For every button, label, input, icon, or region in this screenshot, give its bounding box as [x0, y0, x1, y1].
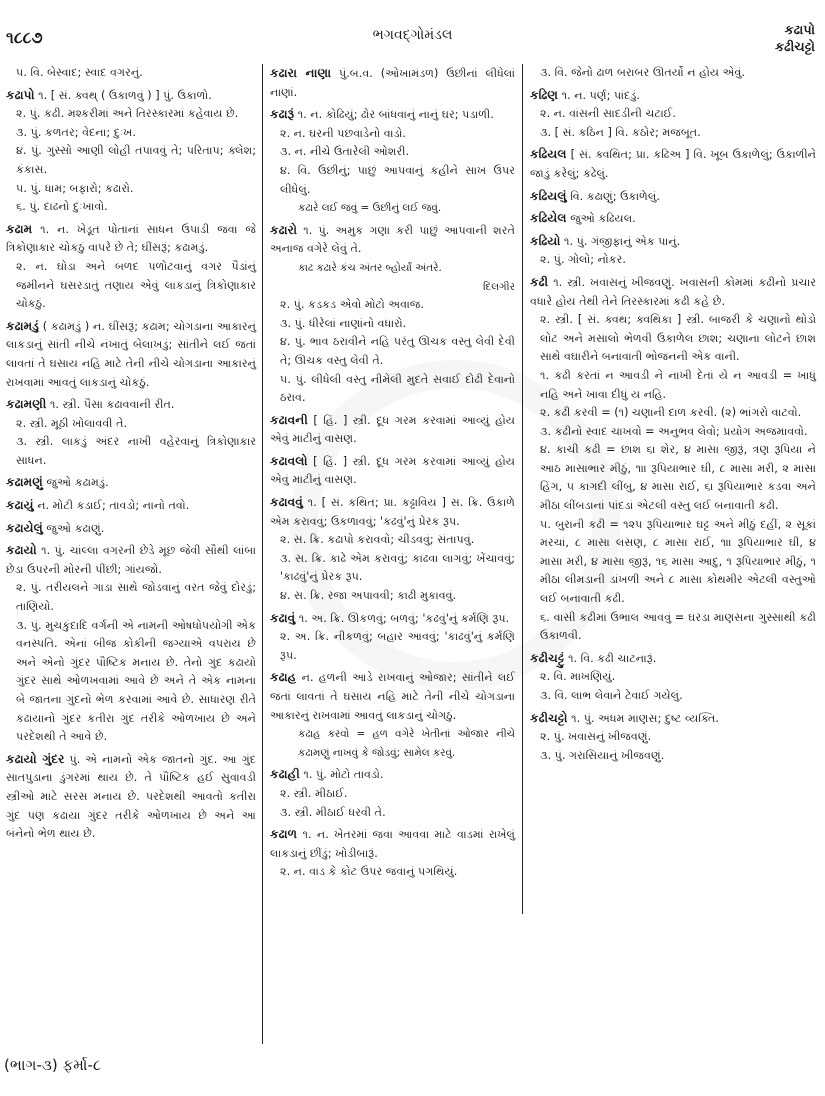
definition: વિ. કઢાણું; ઉકાળેલું.	[570, 189, 660, 203]
usage-example: કઢાહ કરવો = હળ વગેરે ખેતીનાં ઓજાર નીચે કઢામણું નાખવું કે જોડવું; સામેલ કરવું.	[298, 728, 515, 759]
dictionary-entry	[530, 86, 816, 143]
definition: ૧. ન. કોઢિયું; ઢોર બાંધવાનું નાનું ઘર; પડાળી.	[297, 108, 494, 122]
guide-words	[775, 22, 815, 56]
idiom: ૪. કાચી કઢી = છાશ ૬ા શેર, ૪ માસા જીરૂં, ત્રણ રૂપિયા ને આઠ માસાભાર મીઠું, ૧ાા રૂપિયાભાર ઘી, ૮ માસા મરી, ૨ માસા હિંગ, ૫ કાગદી લીંબુ, ૪ માસા રાઈ, ૬ા રૂપિયાભાર કડવા અને મીઠા લીંબડાનાં પાંદડાં એટલી વસ્તુ લઈ બનાવાતી કઢી.	[540, 443, 816, 513]
definition: [ સં. ક્વથિત; પ્રા. કઢિઅ ] વિ. ખૂબ ઉકાળેલું; ઉકાળીને જાડું કરેલું; કઢેલું.	[530, 148, 816, 180]
definition: ( કઢામડું ) ન. ઘીંસરૂં; કઢામ; ચોગડાના આકારનું લાકડાનું સાંતી નીચે નંખાતું બેલાખડું; સાંતીને લઈ જતાં લાવતાં તે ઘસાય નહિ માટે તેની નીચે ચોગડાના આકારનું રાખવામાં આવતું લાકડાનું ચોકઠું.	[6, 319, 256, 389]
sense: ૨. પું. કઢી. મશ્કરીમાં અને તિરસ્કારમાં કહેવાય છે.	[16, 107, 239, 121]
headword: કઢિયલું	[530, 188, 567, 203]
dictionary-entry	[6, 86, 256, 217]
sense: ૨. પું. કડકડ એવો મોટો અવાજ.	[280, 298, 425, 312]
sense: ૨. વિ. માખણિયું.	[540, 670, 616, 684]
headword: કઢિણ	[530, 87, 559, 102]
dictionary-entry	[530, 709, 816, 766]
definition: ૧. ન. ખેડૂત પોતાનાં સાધન ઉપાડી જવા જે ત્રિકોણાકાર ચોકઠું વાપરે છે તે; ઘીંસરૂં; કઢામડું.	[6, 222, 256, 255]
page-number: ૧૮૮૭	[6, 28, 43, 47]
idiom: ૩. કઢીનો સ્વાદ ચાખવો = અનુભવ લેવો; પ્રયોગ અજમાવવો.	[540, 424, 808, 438]
dictionary-entry	[6, 750, 256, 844]
dictionary-entry	[530, 145, 816, 183]
headword: કઢાહી	[270, 767, 300, 782]
definition: ૧. પું. ગંજીફાનું એક પાનું.	[564, 234, 681, 248]
dictionary-entry	[270, 221, 515, 408]
headword: કઢાવું	[270, 610, 296, 625]
column-3	[530, 64, 816, 768]
sense: ૩. ન. નીચે ઉતારેલી ઓશરી.	[280, 145, 410, 159]
sense: ૩. પું. મુચકુંદાદિ વર્ગની એ નામની ઓષધોપયોગી એક વનસ્પતિ. એનાં બીજ કોકીની જગ્યાએ વપરાય છે અને એનો ગુંદર પૌષ્ટિક મનાય છે. તેનો ગુંદ કઢાયો ગુંદર સાથે ઓળખવામાં આવે છે અને તે એક નામના બે જાતના ગુંદનો ભેળ કરવામાં આવે છે. સાધારણ રીતે કઢાયાનો ગુંદર કતીરા ગુંદ તરીકે ઓળખાય છે અને પરદેશથી તે આવે છે.	[16, 618, 256, 744]
dictionary-entry	[530, 209, 816, 229]
sense: ૪. સ. ક્રિ. રજા અપાવવી; કાઢી મુકાવવું.	[280, 589, 457, 603]
headword: કઢિયેલ	[530, 211, 567, 226]
dictionary-entry	[270, 825, 515, 882]
headword: કઢામણી	[6, 397, 47, 412]
quotation: કાઢ કઢારે કંચ અંતર બ્હોર્યાં અંતરે.	[298, 261, 442, 274]
idiom: ૫. બુરાની કઢી = ૧૨૫ રૂપિયાભાર ઘટ્ટ અને મીઠું દહીં, ૨ સૂકાં મરચાં, ૮ માસા લસણ, ૮ માસા રાઈ, ૧ાા રૂપિયાભાર ઘી, ૪ માસા મરી, ૪ માસા જીરૂં, ૧૬ માસા આદુ, ૧ રૂપિયાભાર મીઠું, ૧ મીઠા લીમડાની ડાંખળી અને ૮ માસા કોથમીર એટલી વસ્તુઓ લઈ બનાવાતી કઢી.	[540, 517, 816, 606]
sense: ૨. ન. ઘરની પછવાડેનો વાડો.	[280, 126, 406, 140]
usage-example: કઢારે લઈ જવું = ઉછીનું લઈ જવું.	[298, 202, 442, 215]
dictionary-entry	[6, 519, 256, 539]
dictionary-entry	[6, 395, 256, 470]
definition: ૧. પું. અધમ માણસ; દુષ્ટ વ્યક્તિ.	[571, 711, 719, 725]
definition: ૧. સ્ત્રી. ખવાસનું ખીજવણું. ખવાસની કોમમાં કઢીનો પ્રચાર વધારે હોય તેથી તેને તિરસ્કારમાં કઢી કહે છે.	[530, 275, 816, 308]
sense: ૬. પું. દાઢનો દુઃખાવો.	[16, 200, 108, 214]
headword: કઢાવની	[270, 412, 308, 427]
definition: જુઓ કઢિયલ.	[570, 212, 636, 226]
headword: કઢાવવું	[270, 495, 303, 510]
signature-mark: (ભાગ-૩) ફર્મા-૮	[4, 1056, 102, 1074]
headword: કઢીચટ્ટો	[530, 710, 568, 725]
sense: ૩. પું. કળતર; વેદના; દુઃખ.	[16, 125, 136, 139]
sense: ૩. વિ. લાભ લેવાને ટેવાઈ ગયેલું.	[540, 689, 683, 702]
dictionary-entry	[6, 220, 256, 314]
definition: ૧. પું. મોટો તાવડો.	[303, 768, 384, 782]
definition: ૧. અ. ક્રિ. ઊકળવું; બળવું; 'કઢવું'નું કર્મણિ રૂપ.	[298, 611, 510, 625]
headword: કઢાહ	[270, 670, 297, 685]
definition: [ હિં. ] સ્ત્રી. દૂધ ગરમ કરવામાં આવ્યું હોય એવું માટીનું વાસણ.	[270, 454, 515, 487]
idiom: ૬. વાસી કઢીમાં ઉભાલ આવવું = ઘરડા માણસના ગુસ્સાથી કઢી ઉકાળવી.	[540, 610, 816, 643]
definition: ૧. સ્ત્રી. પૈસા કઢાવવાની રીત.	[49, 398, 175, 412]
sense: ૩. પું. ધીરેલાં નાણાંનો વધારો.	[280, 316, 407, 330]
definition: ૧. વિ. કઢી ચાટનારૂં.	[568, 651, 657, 665]
column-2	[270, 64, 515, 885]
sense: ૩. [ સં. કઠિન ] વિ. કઠોર; મજબૂત.	[540, 125, 701, 139]
headword: કઢાપો	[6, 87, 35, 102]
headword: કઢિયો	[530, 233, 561, 248]
headword: કઢારા નાણા	[270, 66, 332, 80]
sense: ૨. સ્ત્રી. [ સં. ક્વથ; ક્વથિકા ] સ્ત્રી. બાજરી કે ચણાનો થોડો લોટ અને મસાલો ભેળવી ઉકાળેલ છાશ; ચણાના લોટને છાશ સાથે વઘારીને બનાવાતી ભોજનની એક વાની.	[540, 313, 816, 364]
sense: ૪. પું. ગુસ્સો આણી લોહી તપાવવું તે; પરિતાપ; ક્લેશ; કંકાસ.	[16, 144, 256, 176]
definition: ૧. પું. અમુક ગણા કરી પાછું આપવાની શરતે અનાજ વગેરે લેવું તે.	[270, 223, 516, 256]
sense: ૫. વિ. બેસ્વાદ; સ્વાદ વગરનું.	[16, 66, 143, 79]
sense: ૨. સ્ત્રી. મૂઠી ખોલાવવી તે.	[16, 416, 128, 430]
definition: ૧. ન. ખેતરમાં જવા આવવા માટે વાડમાં રાખેલું લાકડાનું છીંડું; ખોડીબારૂં.	[270, 828, 515, 860]
dictionary-entry	[270, 411, 515, 449]
headword: કઢાયો	[6, 543, 37, 558]
guide-word-first: કઢાપો	[784, 23, 815, 38]
sense: ૨. અ. ક્રિ. નીકળવું; બહાર આવવું; 'કાઢવું'નું કર્મણિ રૂપ.	[280, 630, 515, 662]
page-header	[0, 0, 825, 62]
headword: કઢાયો ગુંદર	[6, 751, 65, 766]
definition: ૧. ન. પર્ણ; પાંદડું.	[561, 88, 640, 102]
definition: ૧. [ સં. કથિત; પ્રા. કઢ્ઢાવિય ] સ. ક્રિ. ઉકાળે એમ કરાવવું; ઉકળાવવું; 'કઢવું'નું પ્રેરક રૂપ.	[270, 496, 515, 528]
sense: ૨. સ. ક્રિ. કઢાપો કરાવવો; ચીડવવું; સંતાપવું.	[280, 533, 475, 547]
headword: કઢામણું	[6, 475, 43, 490]
dictionary-entry	[270, 493, 515, 606]
dictionary-entry	[6, 473, 256, 493]
headword: કઢાયું	[6, 498, 34, 513]
column-1	[6, 64, 256, 847]
dictionary-entry	[530, 232, 816, 270]
book-title: ભગવદ્ગોમંડલ	[372, 27, 453, 43]
headword: કઢાળ	[270, 827, 298, 842]
sense: ૩. સ. ક્રિ. કાઢે એમ કરાવવું; કાઢવા લાગવું; ખેંચાવવું; 'કાઢવું'નું પ્રેરક રૂપ.	[280, 551, 515, 584]
headword: કઢીચટ્ટું	[530, 650, 565, 665]
dictionary-columns	[0, 64, 825, 1054]
dictionary-entry	[270, 105, 515, 218]
sense: ૪. પું. ભાવ ઠરાવીને નહિ પરંતુ ઊચક વસ્તુ લેવી દેવી તે; ઊચક વસ્તુ લેવી તે.	[280, 335, 515, 367]
sense: ૨. ન. વાડ કે કોટ ઉપર જવાનું પગથિયું.	[280, 865, 458, 879]
dictionary-entry	[530, 649, 816, 706]
idiom: ૨. કઢી કરવી = (૧) ચણાની દાળ કરવી. (૨) ભાંગરો વાટવો.	[540, 406, 802, 420]
dictionary-entry	[6, 541, 256, 747]
definition: જુઓ કઢામડું.	[46, 476, 109, 490]
sense: ૪. વિ. ઉછીનું; પાછું આપવાનું કહીને સાખ ઉપર લીધેલું.	[280, 163, 515, 196]
definition: ૧. [ સં. ક્વથ્ ( ઉકાળવું ) ] પું. ઉકાળો.	[38, 88, 212, 102]
dictionary-entry	[530, 273, 816, 646]
headword: કઢી	[530, 274, 549, 289]
dictionary-entry	[6, 64, 256, 83]
definition: જુઓ કઢાણું.	[46, 521, 105, 535]
headword: કઢાવલો	[270, 453, 308, 468]
dictionary-entry	[270, 452, 515, 490]
definition: પું.બ.વ. (ઓખામંડળ) ઉછીનાં લીધેલાં નાણાં.	[270, 67, 515, 99]
sense: ૩. વિ. જેનો ઢાળ બરાબર ઊતર્યો ન હોય એવું.	[540, 66, 745, 79]
headword: કઢારૂં	[270, 107, 295, 122]
sense: ૩. સ્ત્રી. લાકડું અંદર નાખી વહેરવાનું ત્રિકોણાકાર સાધન.	[16, 435, 256, 467]
headword: કઢારો	[270, 222, 297, 237]
idiom: ૧. કઢી કરતાં ન આવડી ને નાખી દેતાં યે ન આવડી = ખાધું નહિ અને ખાવા દીધું ય નહિ.	[540, 368, 816, 401]
sense: ૫. પું. ધામ; બફારો; કઢારો.	[16, 181, 134, 195]
sense: ૫. પું. લીધેલી વસ્તુ નીમેલી મુદતે સવાઈ દોઢી દેવાનો ઠરાવ.	[280, 372, 515, 405]
guide-word-last: કઢીચટ્ટો	[774, 40, 815, 55]
dictionary-entry	[270, 765, 515, 822]
dictionary-entry	[6, 496, 256, 516]
sense: ૩. સ્ત્રી. મીઠાઈ ધરવી તે.	[280, 805, 386, 819]
dictionary-entry	[270, 64, 515, 102]
sense: ૨. પું. ગોલો; નોકર.	[540, 253, 626, 267]
definition: ૧. પું. ચાંલ્લા વગરની છેડે મૂછ જેવી સૌથી લાંબા છેડા ઉપરની મોરની પીંછી; ગાંયજો.	[6, 544, 256, 576]
definition: ન. મોટી કડાઈ; તાવડો; નાનો તવો.	[37, 499, 190, 513]
sense: ૨. ન. વાંસની સાદડીની ચટાઈ.	[540, 107, 676, 121]
headword: કઢામ	[6, 221, 33, 236]
dictionary-entry	[270, 609, 515, 666]
definition: પું. એ નામનો એક જાતનો ગુંદ. આ ગુંદ સાતપુડાના ડુંગરમાં થાય છે. તે પૌષ્ટિક હઈ સુવાવડી સ્ત્રીઓ માટે સરસ મનાય છે. પરદેશથી આવતો કતીરા ગુંદ પણ કઢાયા ગુંદર તરીકે ઓળખાય છે અને આ બંનેનો ભેળ થાય છે.	[6, 752, 257, 841]
definition: ન. હળની આડે રાખવાનું ઓજાર; સાંતીને લઈ જતાં લાવતાં તે ઘસાય નહિ માટે તેની નીચે ચોગડાના આકારનું રાખવામાં આવતું લાકડાનું ચોગઠું.	[270, 671, 515, 722]
dictionary-entry	[6, 317, 256, 392]
dictionary-entry	[530, 187, 816, 207]
sense: ૨. પું. ખવાસનું ખીજવણું.	[540, 730, 652, 744]
headword: કઢાયેલું	[6, 520, 43, 535]
sense: ૨. ન. ઘોડા અને બળદ પળોટવાનું વગર પૈડાંનું જમીનને ઘસરડાતું તણાય એવું લાકડાનું ત્રિકોણાકાર ચોકઠું.	[16, 259, 256, 311]
headword: કઢિયલ	[530, 147, 567, 162]
definition: [ હિં. ] સ્ત્રી. દૂધ ગરમ કરવામાં આવ્યું હોય એવું માટીનું વાસણ.	[270, 413, 515, 446]
sense: ૨. પું. તરીયલને ગાડા સાથે જોડવાનું વરત જેવું દોરડું; તાણિયો.	[16, 581, 256, 614]
dictionary-entry	[270, 668, 515, 762]
dictionary-entry	[530, 64, 816, 83]
quotation-attribution: દિલગીર	[483, 280, 515, 293]
sense: ૨. સ્ત્રી. મીઠાઈ.	[280, 786, 348, 800]
headword: કઢામડું	[6, 318, 39, 333]
sense: ૩. પું. ગરાસિયાનું ખીજવણું.	[540, 748, 665, 762]
